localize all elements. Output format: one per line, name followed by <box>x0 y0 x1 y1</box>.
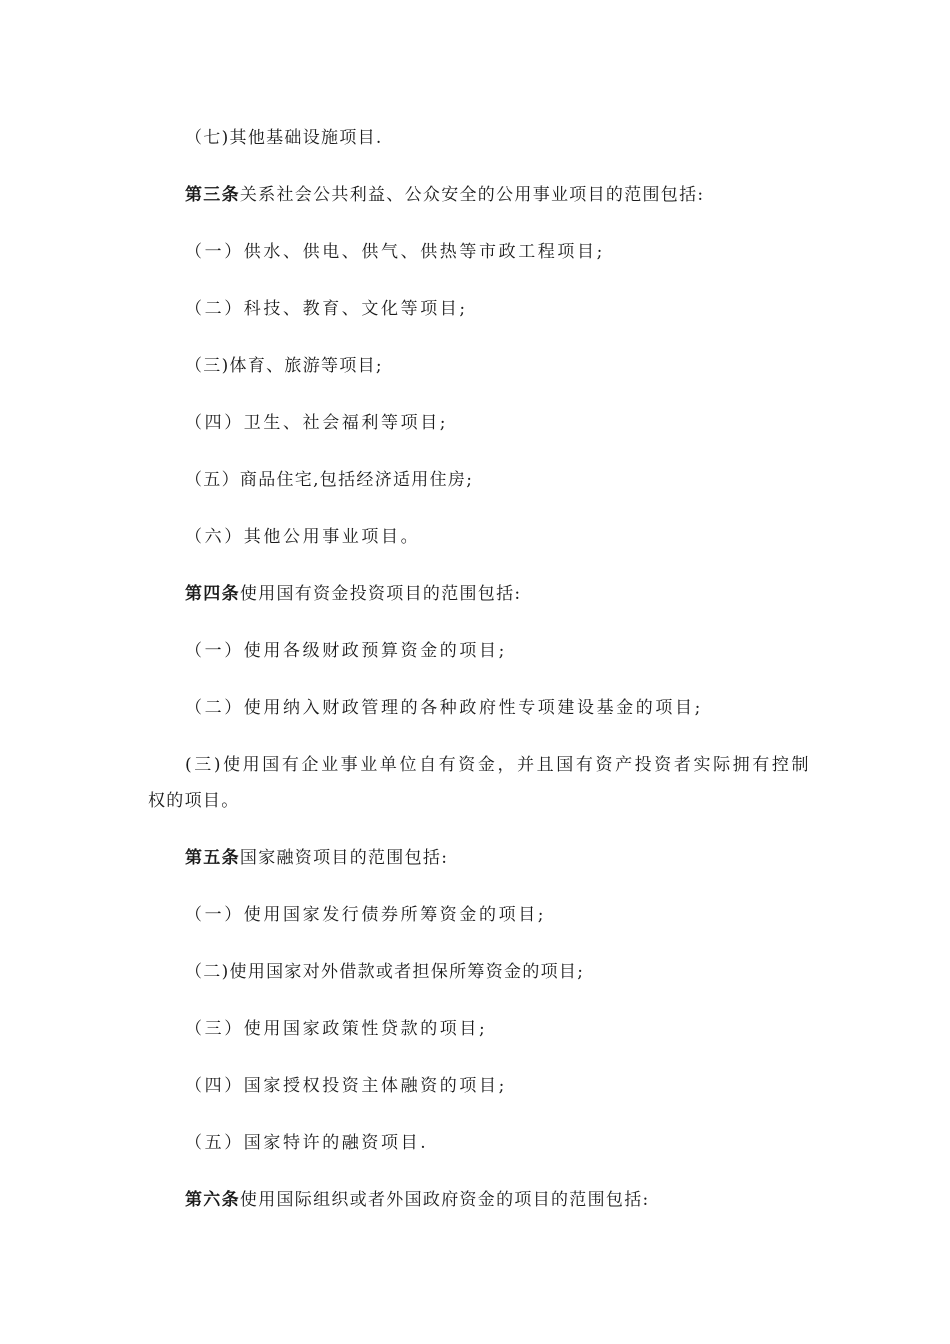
line-text: 关系社会公共利益、公众安全的公用事业项目的范围包括: <box>239 185 705 205</box>
article-3-item-6 <box>185 525 420 549</box>
article-3-item-3 <box>185 354 383 378</box>
line-text: 权的项目。 <box>148 791 240 811</box>
line-text: （六）其他公用事业项目。 <box>185 527 421 547</box>
line-text: （一）供水、供电、供气、供热等市政工程项目; <box>185 242 605 262</box>
article-4-item-3 <box>185 753 811 777</box>
article-5-item-5 <box>185 1131 428 1155</box>
article-4-item-1 <box>185 639 507 663</box>
line-text: （一）使用国家发行债券所筹资金的项目; <box>185 905 547 925</box>
line-text: 使用国有资金投资项目的范围包括: <box>239 584 522 604</box>
line-text: （二）使用纳入财政管理的各种政府性专项建设基金的项目; <box>185 698 703 718</box>
article-3-intro <box>185 183 704 207</box>
article-5-intro <box>185 846 448 870</box>
article-3-item-5 <box>185 468 473 492</box>
line-text: 使用国际组织或者外国政府资金的项目的范围包括: <box>239 1190 650 1210</box>
line-text: （三）使用国家政策性贷款的项目; <box>185 1019 488 1039</box>
article-5-item-1 <box>185 903 546 927</box>
article-6-intro <box>185 1188 650 1212</box>
article-3-item-4 <box>185 411 448 435</box>
article-4-item-2 <box>185 696 703 720</box>
article-5-item-4 <box>185 1074 507 1098</box>
article-3-item-2 <box>185 297 468 321</box>
article-3-item-1 <box>185 240 605 264</box>
line-text: （七)其他基础设施项目. <box>185 128 383 148</box>
article-heading: 第四条 <box>185 584 240 604</box>
article-4-intro <box>185 582 521 606</box>
article-5-item-2 <box>185 960 584 984</box>
line-text: (三)使用国有企业事业单位自有资金，并且国有资产投资者实际拥有控制 <box>185 755 812 775</box>
line-text: （四）国家授权投资主体融资的项目; <box>185 1076 507 1096</box>
article-heading: 第六条 <box>185 1190 240 1210</box>
clause-item-7-other-infrastructure <box>185 126 383 150</box>
line-text: （二)使用国家对外借款或者担保所筹资金的项目; <box>185 962 585 982</box>
line-text: （四）卫生、社会福利等项目; <box>185 413 449 433</box>
article-heading: 第三条 <box>185 185 240 205</box>
line-text: （三)体育、旅游等项目; <box>185 356 383 376</box>
line-text: （五）国家特许的融资项目. <box>185 1133 429 1153</box>
line-text: 国家融资项目的范围包括: <box>239 848 449 868</box>
line-text: （五）商品住宅,包括经济适用住房; <box>185 470 474 490</box>
article-4-item-3-continuation <box>148 789 240 813</box>
article-5-item-3 <box>185 1017 487 1041</box>
line-text: （二）科技、教育、文化等项目; <box>185 299 468 319</box>
line-text: （一）使用各级财政预算资金的项目; <box>185 641 507 661</box>
article-heading: 第五条 <box>185 848 240 868</box>
